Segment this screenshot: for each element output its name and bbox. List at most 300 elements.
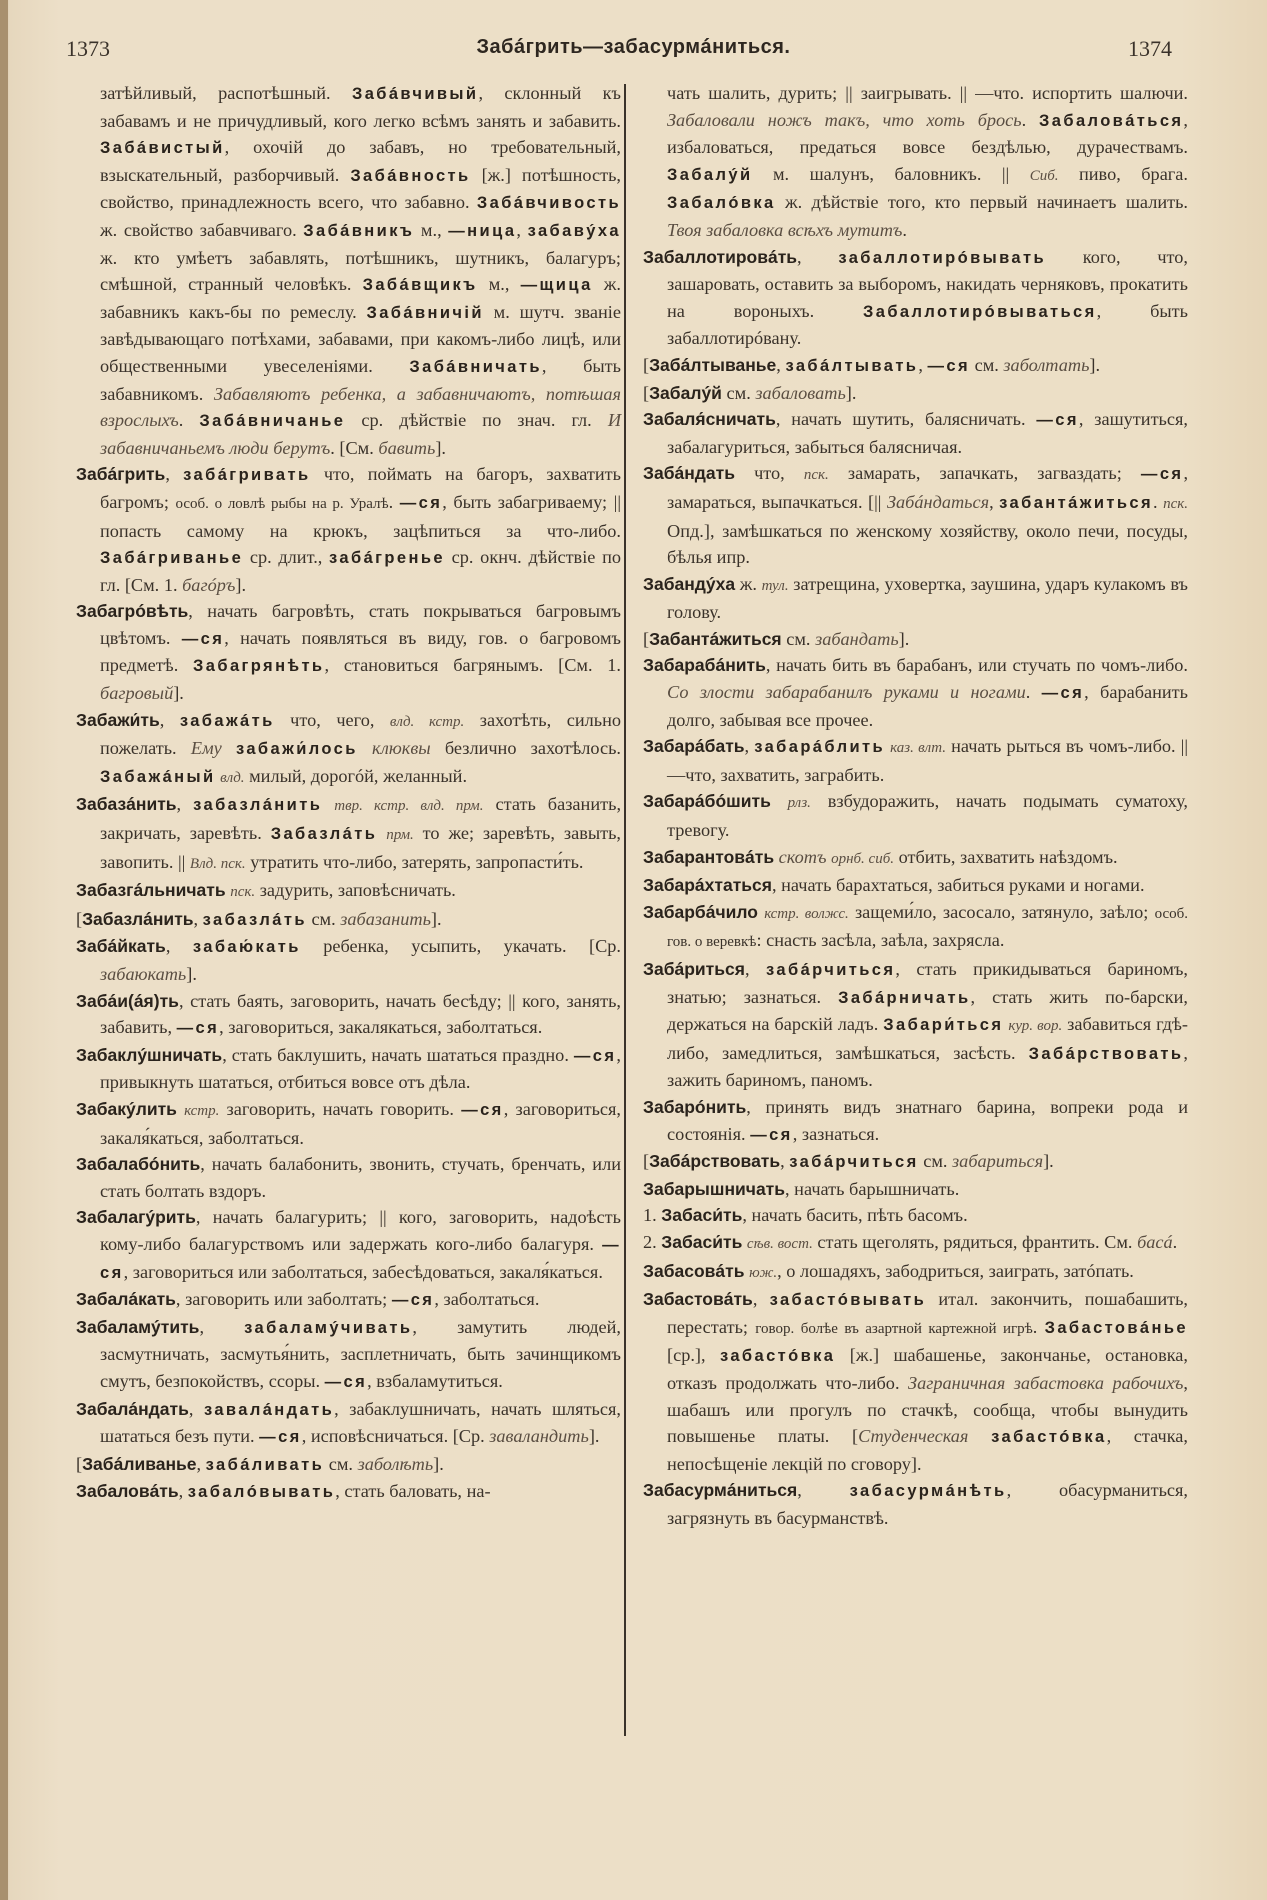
definition-text: м. шалунъ, баловникъ. || <box>752 163 1030 184</box>
derived-word: Забáрствовать <box>1028 1044 1184 1063</box>
italic-text: заболтать <box>1003 354 1090 375</box>
definition-text: , <box>165 936 193 957</box>
definition-text: , зазнаться. <box>792 1123 880 1144</box>
definition-text: , <box>797 246 839 267</box>
derived-word: забастóвка <box>991 1428 1107 1447</box>
dictionary-entry <box>643 1286 1188 1477</box>
definition-text: , стать прикидываться бариномъ, знатью; зазнаться. <box>667 959 1189 1007</box>
headword: Забаля́сничать <box>643 409 776 430</box>
page-number-left: 1373 <box>66 36 110 61</box>
italic-text: забариться <box>952 1151 1044 1172</box>
derived-word: забазлáнить <box>193 796 323 815</box>
dictionary-entry <box>643 1258 1188 1287</box>
derived-word: Забажáный <box>100 767 216 786</box>
derived-word: —ся <box>176 1019 220 1038</box>
derived-word: забантáжиться <box>999 493 1153 512</box>
derived-word: —ся <box>1036 411 1079 430</box>
headword: Забаловáть <box>76 1481 179 1502</box>
headword: Забáрствовать <box>649 1151 781 1172</box>
region-abbreviation: юж. <box>749 1264 778 1281</box>
derived-word: —ся <box>1041 684 1085 703</box>
derived-word: забáгренье <box>329 549 445 568</box>
headword: Забáндать <box>643 463 735 484</box>
derived-word: забáрчиться <box>789 1153 919 1172</box>
derived-word: Забаловáться <box>1039 111 1184 130</box>
definition-text: ж. <box>735 573 762 594</box>
italic-text: Заграничная забастовка рабочихъ <box>908 1372 1184 1393</box>
headword: Забасовáть <box>643 1260 745 1281</box>
definition-text: , заговорить или заболтать; <box>175 1289 392 1310</box>
definition-text: стать щеголять, рядиться, франтить. См. <box>812 1231 1138 1252</box>
headword: Забалýй <box>649 382 722 403</box>
definition-text: ж. дѣйствіе того, кто первый начинаетъ шалить. <box>775 192 1188 213</box>
definition-text: см. <box>721 382 756 403</box>
italic-text: клюквы <box>371 738 431 759</box>
headword: Забарáхтаться <box>643 875 772 896</box>
definition-text: , стать баклушить, начать шататься праздно. <box>222 1044 574 1065</box>
derived-word: —ся <box>100 1235 621 1282</box>
right-column <box>643 80 1188 1531</box>
italic-text: басá <box>1137 1231 1173 1252</box>
italic-text: Ему <box>190 738 222 759</box>
derived-word: забастóвывать <box>769 1291 927 1310</box>
dictionary-entry <box>643 788 1188 843</box>
italic-text: скотъ <box>778 846 827 867</box>
definition-text: м. шутч. званіе завѣдывающаго потѣхами, забавами, при какомъ-либо лицѣ, или общественными увеселеніями. <box>100 301 621 376</box>
italic-text: забаловать <box>755 382 846 403</box>
definition-text: [ <box>643 1151 650 1172</box>
definition-text: затѣйливый, распотѣшный. <box>100 83 352 103</box>
italic-text: Забавляютъ ребенка, а забавничаютъ, потѣшая взрослыхъ <box>100 383 622 431</box>
region-abbreviation: влд. кстр. <box>389 713 465 730</box>
definition-text: задурить, заповѣсничать. <box>255 880 456 901</box>
derived-word: Забáвистый <box>100 139 225 158</box>
definition-text: затрещина, уховертка, заушина, ударъ кулакомъ въ голову. <box>667 573 1188 623</box>
definition-text: , быть забаллотирóвану. <box>667 300 1188 349</box>
definition-text: . <box>1032 1316 1045 1337</box>
definition-text: забавиться гдѣ-либо, замедлиться, замѣшкаться, засѣсть. <box>667 1014 1188 1063</box>
dictionary-entry <box>76 707 621 792</box>
definition-text: , <box>752 1289 770 1310</box>
definition-text: см. <box>324 1453 358 1474</box>
definition-text: , начать шутить, балясничать. <box>775 409 1037 430</box>
derived-word: забáлтывать <box>785 356 919 375</box>
dictionary-entry <box>76 933 621 987</box>
dictionary-entry <box>643 844 1188 873</box>
italic-text: И забавничаньемъ люди берутъ <box>100 410 622 458</box>
page-number-right: 1374 <box>1128 36 1172 61</box>
definition-text: : снасть засѣла, заѣла, захрясла. <box>756 930 1005 951</box>
derived-word: Забáвность <box>350 166 471 185</box>
headword: Забарáбать <box>643 736 745 757</box>
definition-text: Опд.], замѣшкаться по женскому хозяйству, около печи, посуды, бѣлья ипр. <box>667 520 1188 568</box>
definition-text: , замутить людей, засмутничать, засмутья́нить, засплетничать, быть зачинщикомъ смутъ, безпокойствъ, ссоры. <box>100 1316 621 1391</box>
definition-text: , начать бить въ барабанъ, или стучать по чомъ-либо. <box>765 655 1188 676</box>
derived-word: —ся <box>461 1100 504 1119</box>
dictionary-entry <box>643 244 1188 352</box>
definition-text: ]. <box>173 683 184 704</box>
derived-word: —ница <box>448 221 517 240</box>
definition-text: , привыкнуть шататься, отбиться вовсе отъ дѣла. <box>100 1044 621 1093</box>
headword: Забалáкать <box>76 1289 176 1310</box>
definition-text: см. <box>970 354 1004 375</box>
headword: Забаси́ть <box>661 1205 743 1226</box>
derived-word: Забагрянѣть <box>193 657 325 676</box>
definition-text: ]. <box>898 628 910 649</box>
dictionary-entry <box>76 988 621 1042</box>
derived-word: Забалóвка <box>667 194 776 213</box>
derived-word: —ся <box>181 629 225 648</box>
derived-word: забаллотирóвывать <box>838 248 1047 267</box>
region-abbreviation: Сиб. <box>1029 167 1059 184</box>
derived-word: забáливать <box>205 1455 325 1474</box>
definition-text: особ. о ловлѣ рыбы на р. Уралѣ <box>175 495 389 512</box>
headword: Забáлтыванье <box>649 354 777 375</box>
headword: Забагрóвѣть <box>76 601 189 622</box>
definition-text: , начать балабонить, звонить, стучать, бренчать, или стать болтать вздоръ. <box>100 1154 621 1201</box>
derived-word: —ся <box>399 493 443 512</box>
headword: Забарантовáть <box>643 846 775 867</box>
definition-text: , склонный къ забавамъ и не причудливый, кого легко всѣмъ занять и забавить. <box>100 83 621 131</box>
italic-text: забаюкать <box>100 964 187 984</box>
derived-word: завалáндать <box>203 1400 335 1419</box>
definition-text: , зажить бариномъ, паномъ. <box>667 1042 1188 1091</box>
region-abbreviation: пск. <box>230 884 256 901</box>
italic-text: забазанить <box>340 908 431 929</box>
definition-text: особ. гов. о веревкѣ <box>667 905 1188 951</box>
dictionary-entry <box>643 571 1188 626</box>
dictionary-entry <box>76 791 621 877</box>
definition-text <box>377 823 386 843</box>
definition-text: , <box>776 354 786 375</box>
definition-text: , стать баять, заговорить, начать бесѣду; || кого, занять, забавить, <box>100 990 621 1038</box>
dictionary-entry <box>76 1204 621 1286</box>
definition-text: , начать барышничать. <box>785 1178 960 1199</box>
definition-text: взбудоражить, начать подымать суматоху, тревогу. <box>667 791 1188 841</box>
region-abbreviation: кур. вор. <box>1008 1018 1063 1035</box>
headword: Забалáндать <box>76 1398 189 1419</box>
dictionary-entry <box>643 380 1188 407</box>
headword: Забазлáнить <box>82 908 194 929</box>
definition-text: ж. кто умѣетъ забавлять, потѣшникъ, шутникъ, балагуръ; смѣшной, странный человѣкъ. <box>100 247 621 295</box>
region-abbreviation: прм. <box>386 827 414 844</box>
definition-text: , стать жить по-барски, держаться на барскій ладъ. <box>667 986 1189 1035</box>
definition-text: [ <box>643 354 650 375</box>
definition-text: отбить, захватить наѣздомъ. <box>894 846 1118 867</box>
derived-word: Забáвчивый <box>351 85 479 103</box>
dictionary-entry <box>76 1396 621 1451</box>
derived-word: Забáвчивость <box>476 194 621 213</box>
region-abbreviation: рлз. <box>787 795 811 812</box>
dictionary-entry <box>643 956 1188 1094</box>
definition-text: , начать басить, пѣть басомъ. <box>742 1205 968 1226</box>
definition-text: . <box>1021 109 1040 130</box>
derived-word: Забазлáть <box>270 825 378 844</box>
region-abbreviation: кстр. <box>184 1102 220 1119</box>
definition-text: ]. <box>845 382 857 403</box>
definition-text: , <box>918 354 928 375</box>
derived-word: Забáвничанье <box>199 412 346 431</box>
headword: Забандýха <box>643 573 736 594</box>
italic-text: Забáндаться <box>886 491 990 512</box>
dictionary-entry <box>643 626 1188 653</box>
definition-text: , принять видъ знатнаго барина, вопреки рода и состоянія. <box>667 1096 1188 1144</box>
derived-word: забарáблить <box>754 738 886 757</box>
definition-text: , начать багровѣть, стать покрываться багровымъ цвѣтомъ. <box>100 601 621 648</box>
derived-word: забаю́кать <box>192 938 301 957</box>
italic-text: Забаловали ножъ такъ, что хоть брось <box>667 109 1022 130</box>
region-abbreviation: пск. <box>803 467 829 484</box>
definition-text: милый, дорогóй, желанный. <box>244 765 468 786</box>
headword: Забастовáть <box>643 1289 753 1310</box>
italic-text: багóръ <box>182 574 236 595</box>
definition-text: стать базанить, закричать, заревѣть. <box>100 794 622 844</box>
headword: Забазгáльничать <box>76 880 226 901</box>
definition-text: ж. забавникъ какъ-бы по ремеслу. <box>100 274 621 322</box>
definition-text: ]. <box>588 1426 600 1447</box>
dictionary-entry <box>643 1176 1188 1203</box>
definition-text: начать рыться въ чомъ-либо. || —что, захватить, заграбить. <box>667 736 1188 785</box>
dictionary-entry <box>643 1229 1188 1258</box>
definition-text: , <box>744 736 755 757</box>
dictionary-entry <box>76 1042 621 1096</box>
definition-text: , <box>780 1151 790 1172</box>
definition-text: 2. <box>643 1231 662 1252</box>
derived-word: Забалýй <box>667 165 753 184</box>
derived-word: забазлáть <box>202 910 307 929</box>
derived-word: забастóвка <box>719 1347 836 1366</box>
definition-text: , <box>196 1453 206 1474</box>
definition-text: см. <box>306 908 341 929</box>
dictionary-entry <box>643 406 1188 460</box>
dictionary-entry <box>76 598 621 706</box>
derived-word: Забастовáнье <box>1044 1318 1188 1337</box>
definition-text: , заболтаться. <box>434 1289 540 1310</box>
headword: Забалагýрить <box>76 1207 196 1228</box>
derived-word: Забари́ться <box>883 1016 1004 1035</box>
headword: Забалабóнить <box>76 1154 201 1175</box>
derived-word: Забáвничій <box>366 303 484 322</box>
italic-text: Студенческая <box>858 1426 969 1447</box>
definition-text: что, <box>734 463 804 484</box>
derived-word: —ся <box>927 356 971 375</box>
derived-word: —ся <box>324 1372 368 1391</box>
derived-word: —щица <box>520 276 593 295</box>
region-abbreviation: твр. кстр. влд. прм. <box>334 798 484 815</box>
dictionary-entry <box>76 1478 621 1506</box>
dictionary-entry <box>643 899 1188 956</box>
italic-text: багровый <box>100 683 174 704</box>
headword: Забасурмáниться <box>643 1480 798 1501</box>
definition-text <box>771 791 788 811</box>
definition-text: , стачка, непосѣщеніе лекцій по сговору]. <box>667 1426 1188 1474</box>
derived-word: забажи́лось <box>235 740 358 759</box>
definition-text: , заговориться или заболтаться, забесѣдоваться, закаля́каться. <box>123 1261 603 1282</box>
headword: Забаси́ть <box>661 1231 743 1252</box>
definition-text: ж. свойство забавчиваго. <box>100 219 304 240</box>
running-title: Забáгрить—забасурмáниться. <box>476 36 791 58</box>
derived-word: Забаллотирóвываться <box>863 302 1097 321</box>
definition-text: . [См. <box>330 437 379 458</box>
definition-text: ]. <box>235 574 247 595</box>
definition-text: , <box>516 219 528 240</box>
headword: Забáливанье <box>82 1453 197 1474</box>
definition-text: ]. <box>1043 1151 1054 1172</box>
definition-text <box>222 738 236 758</box>
definition-text: , <box>989 491 1000 512</box>
headword: Забарышничать <box>643 1178 786 1199</box>
definition-text: , заговориться, закалякаться, заболтаться. <box>219 1017 543 1038</box>
definition-text: утратить что-либо, затерять, запропасти́ть. <box>245 851 584 872</box>
definition-text: ]. <box>430 908 442 929</box>
definition-text: ]. <box>186 964 197 984</box>
headword: Забаламýтить <box>76 1316 200 1337</box>
headword: Забажи́ть <box>76 709 160 730</box>
definition-text: , шабашъ или прогулъ по стачкѣ, сообща, чтобы вынудить повышенье платы. [ <box>667 1372 1188 1447</box>
headword: Забантáжиться <box>649 628 782 649</box>
derived-word: забалóвывать <box>187 1483 336 1502</box>
dictionary-entry <box>76 1151 621 1204</box>
derived-word: Забáвникъ <box>303 221 415 240</box>
dictionary-entry <box>76 461 621 598</box>
definition-text: [ <box>643 628 650 649</box>
definition-text: [ <box>76 908 83 929</box>
definition-text <box>968 1426 991 1446</box>
derived-word: Забáвщикъ <box>362 276 478 295</box>
definition-text: , зашутиться, забалагуриться, забыться балясничая. <box>667 409 1188 457</box>
definition-text: 1. <box>643 1205 662 1226</box>
derived-word: —ся <box>573 1046 617 1065</box>
definition-text: , <box>176 794 194 815</box>
derived-word: Забáрничать <box>838 988 971 1007</box>
definition-text: что, чего, <box>274 709 390 730</box>
column-divider <box>624 84 626 1736</box>
headword: Забаллотировáть <box>643 246 798 267</box>
italic-text: Со злости забарабанилъ руками и ногами <box>667 682 1026 703</box>
definition-text: , взбаламутиться. <box>367 1370 503 1391</box>
definition-text: , охочій до забавъ, но требовательный, взыскательный, разборчивый. <box>100 137 621 185</box>
definition-text: , <box>193 908 203 929</box>
definition-text: . <box>178 410 200 431</box>
definition-text: ]. <box>1089 354 1101 375</box>
derived-word: забáрчиться <box>766 961 896 979</box>
region-abbreviation: пск. <box>1163 495 1189 512</box>
definition-text: м., <box>477 274 521 295</box>
definition-text: , избаловаться, предаться вовсе бездѣлью, дурачествамъ. <box>667 109 1188 158</box>
definition-text: [ж.] шабашенье, закончанье, остановка, отказъ продолжать что-либо. <box>667 1345 1188 1393</box>
definition-text: м., <box>414 219 449 240</box>
definition-text: . <box>1025 682 1042 703</box>
definition-text: чать шалить, дурить; || заигрывать. || —что. испортить шалючи. <box>667 83 1188 103</box>
definition-text: , начать появляться въ виду, гов. о багровомъ предметѣ. <box>100 627 621 676</box>
headword: Забарóнить <box>643 1096 747 1117</box>
definition-text: . <box>388 491 400 512</box>
definition-text: . <box>902 219 907 240</box>
dictionary-entry <box>76 877 621 906</box>
definition-text: , начать барахтаться, забиться руками и ногами. <box>771 875 1145 896</box>
definition-text: итал. закончить, пошабашить, перестать; <box>667 1289 1188 1337</box>
dictionary-entry <box>76 80 621 461</box>
definition-text: захотѣть, сильно пожелать. <box>100 709 622 759</box>
definition-text: , барабанить долго, забывая все прочее. <box>667 682 1189 730</box>
definition-text: говор. болѣе въ азартной картежной игрѣ <box>755 1320 1033 1337</box>
derived-word: забаламýчивать <box>244 1318 413 1337</box>
dictionary-entry <box>643 733 1188 788</box>
definition-text: , быть забагриваему; || попасть самому на крюкъ, зацѣпиться за что-либо. <box>100 491 621 541</box>
headword: Забáи(áя)ть <box>76 990 179 1011</box>
derived-word: Забáгриванье <box>100 549 244 568</box>
dictionary-entry <box>643 1477 1188 1531</box>
definition-text: ребенка, усыпить, укачать. [Ср. <box>300 936 622 957</box>
definition-text: замарать, запачкать, загваздать; <box>828 463 1141 484</box>
dictionary-entry <box>76 1096 621 1151</box>
derived-word: —ся <box>750 1125 793 1144</box>
derived-word: забажáть <box>179 711 275 730</box>
headword: Забарбáчило <box>643 901 758 922</box>
definition-text: , <box>199 1316 245 1337</box>
definition-text: [ж.] потѣшность, свойство, принадлежность всего, что забавно. <box>100 164 621 213</box>
italic-text: заваландить <box>489 1426 589 1447</box>
definition-text: пиво, брага. <box>1058 163 1188 184</box>
headword: Забаклýшничать <box>76 1044 223 1065</box>
italic-text: бавить <box>378 437 436 458</box>
definition-text: ]. <box>435 437 446 458</box>
italic-text: заболѣть <box>357 1453 434 1474</box>
definition-text: ]. <box>433 1453 444 1474</box>
dictionary-entry <box>76 906 621 934</box>
definition-text: , о лошадяхъ, забодриться, заиграть, затóпать. <box>777 1260 1134 1281</box>
definition-text: , стать баловать, на- <box>335 1481 491 1502</box>
definition-text: , начать балагурить; || кого, заговорить, надоѣсть кому-либо балагурствомъ или задержать кого-либо балагуря. <box>100 1207 621 1254</box>
derived-word: —ся <box>391 1291 435 1310</box>
definition-text: см. <box>781 628 816 649</box>
region-abbreviation: кстр. волжс. <box>764 905 849 922</box>
definition-text: . <box>1172 1231 1178 1252</box>
definition-text: см. <box>918 1151 953 1172</box>
headword: Забарáбóшить <box>643 791 771 812</box>
region-abbreviation: тул. <box>761 577 789 594</box>
definition-text: , замараться, выпачкаться. [|| <box>667 463 1189 512</box>
definition-text: заговорить, начать говорить. <box>219 1098 462 1119</box>
definition-text: ср. дѣйствіе по знач. гл. <box>345 410 608 431</box>
dictionary-entry <box>643 872 1188 899</box>
definition-text: , <box>744 959 767 979</box>
region-abbreviation: сѣв. вост. <box>746 1235 813 1252</box>
dictionary-entry <box>643 460 1188 570</box>
page-header <box>0 36 1267 70</box>
definition-text: , <box>165 464 184 485</box>
definition-text: . <box>1153 491 1164 512</box>
definition-text: защеми́ло, засосало, затянуло, заѣло; <box>848 901 1155 922</box>
region-abbreviation: орнб. сиб. <box>831 850 894 867</box>
dictionary-entry <box>643 1094 1188 1148</box>
derived-word: забасурмáнѣть <box>849 1482 1007 1501</box>
derived-word: забáгривать <box>183 466 311 485</box>
dictionary-entry <box>643 80 1188 244</box>
definition-text: [ <box>76 1453 83 1474</box>
headword: Забáгрить <box>76 464 166 485</box>
definition-text: , <box>178 1481 188 1502</box>
definition-text: , быть забавникомъ. <box>100 355 621 404</box>
headword: Забакýлить <box>76 1098 177 1119</box>
definition-text: ср. длит., <box>243 547 330 568</box>
region-abbreviation: Влд. пск. <box>189 855 246 872</box>
dictionary-entry <box>643 652 1188 733</box>
derived-word: Забáвничать <box>409 357 542 376</box>
definition-text: безлично захотѣлось. <box>430 738 621 759</box>
derived-word: —ся <box>259 1428 302 1447</box>
dictionary-entry <box>76 1286 621 1314</box>
